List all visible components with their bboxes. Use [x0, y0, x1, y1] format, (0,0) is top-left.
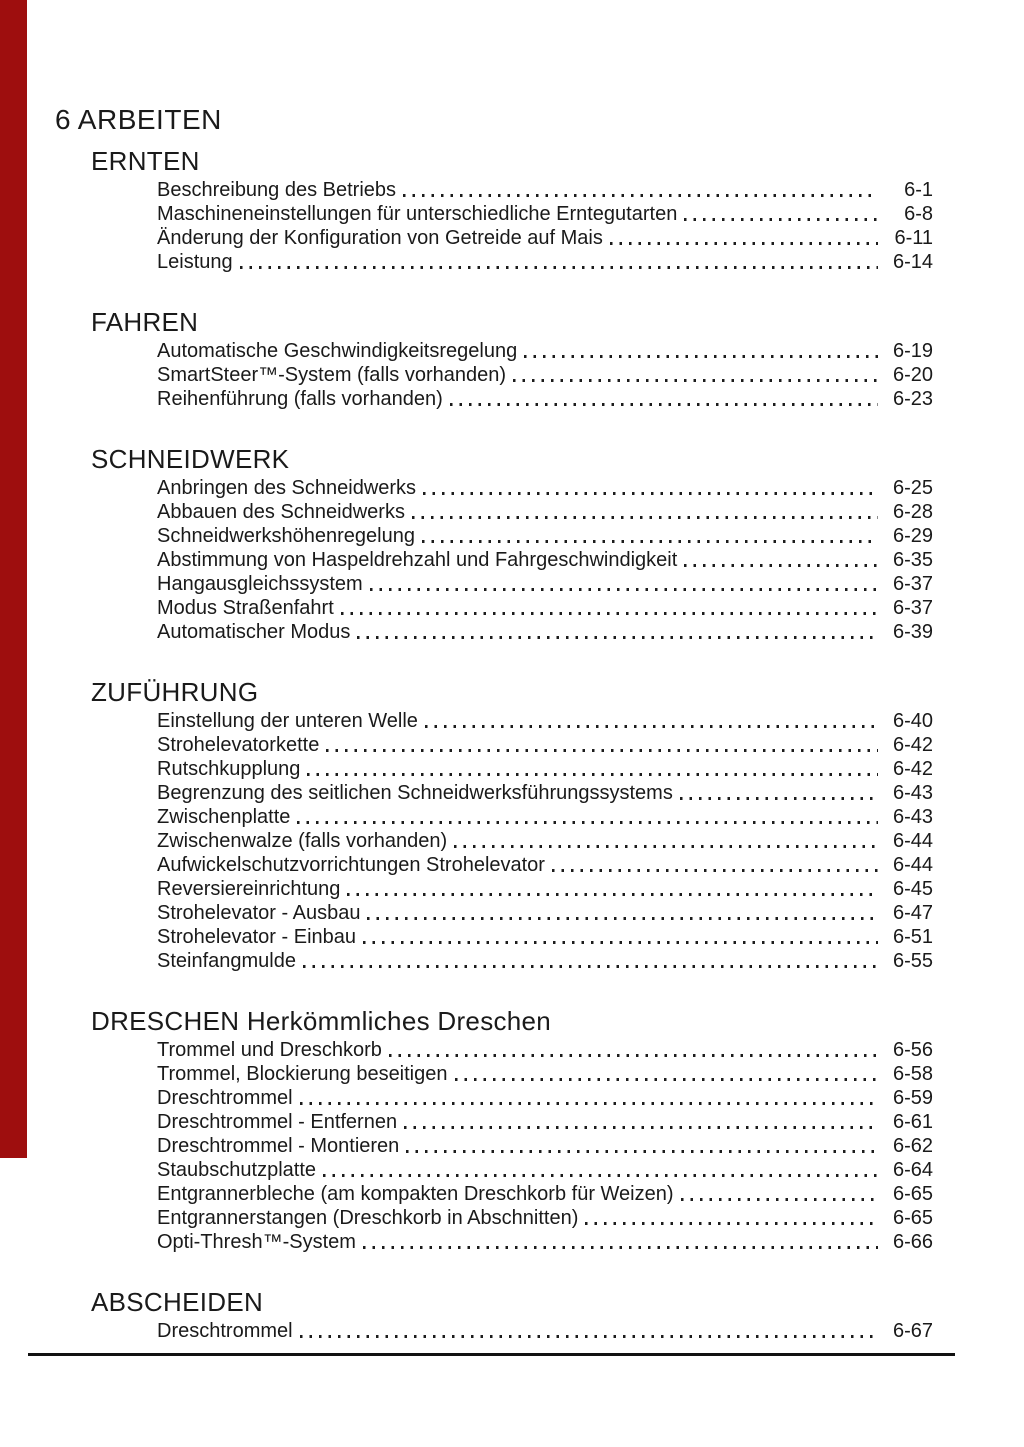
toc-entry-page: 6-20: [892, 364, 933, 386]
dot-leader: [423, 492, 878, 495]
toc-sections: [55, 146, 1024, 1343]
toc-entry-row: [157, 949, 933, 973]
toc-entry-page: 6-25: [892, 477, 933, 499]
toc-entry-row: [157, 476, 933, 500]
dot-leader: [363, 1246, 878, 1249]
dot-leader: [347, 893, 878, 896]
toc-entry-page: 6-42: [892, 758, 933, 780]
section-title: ABSCHEIDEN: [91, 1287, 264, 1317]
toc-entry-row: [157, 805, 933, 829]
toc-entry-label: Strohelevator - Ausbau: [157, 902, 361, 924]
toc-entry-page: 6-43: [892, 806, 933, 828]
toc-entry-page: 6-47: [892, 902, 933, 924]
toc-entry-row: [157, 757, 933, 781]
dot-leader: [300, 1102, 878, 1105]
toc-entry-label: Automatische Geschwindigkeitsregelung: [157, 340, 518, 362]
toc-entry-page: 6-37: [892, 597, 933, 619]
toc-entry-page: 6-44: [892, 854, 933, 876]
section-title: ERNTEN: [91, 146, 200, 176]
dot-leader: [425, 725, 878, 728]
toc-entry-row: [157, 1086, 933, 1110]
toc-entry-row: [157, 202, 933, 226]
toc-entry-row: [157, 781, 933, 805]
toc-entry-row: [157, 596, 933, 620]
toc-entry-label: Reversiereinrichtung: [157, 878, 341, 900]
toc-entry-label: Begrenzung des seitlichen Schneidwerksführungssystems: [157, 782, 673, 804]
toc-entry-row: [157, 363, 933, 387]
toc-section: [55, 146, 1024, 274]
toc-entry-row: [157, 1206, 933, 1230]
toc-entry-row: [157, 1110, 933, 1134]
dot-leader: [404, 1126, 878, 1129]
toc-entry-page: 6-44: [892, 830, 933, 852]
toc-entry-row: [157, 1038, 933, 1062]
toc-entry-label: Automatischer Modus: [157, 621, 351, 643]
toc-entry-label: Strohelevatorkette: [157, 734, 320, 756]
toc-entry-page: 6-28: [892, 501, 933, 523]
toc-entry-page: 6-65: [892, 1183, 933, 1205]
section-entries: [157, 1319, 933, 1343]
toc-entry-row: [157, 733, 933, 757]
section-entries: [157, 476, 933, 644]
toc-entry-label: Opti-Thresh™-System: [157, 1231, 356, 1253]
toc-entry-page: 6-1: [904, 179, 933, 201]
toc-entry-page: 6-35: [892, 549, 933, 571]
toc-entry-row: [157, 226, 933, 250]
toc-entry-label: Abbauen des Schneidwerks: [157, 501, 405, 523]
toc-entry-page: 6-42: [892, 734, 933, 756]
chapter-title: 6 ARBEITEN: [55, 104, 222, 135]
toc-entry-label: Aufwickelschutzvorrichtungen Strohelevator: [157, 854, 545, 876]
dot-leader: [681, 1198, 878, 1201]
toc-entry-label: Leistung: [157, 251, 233, 273]
toc-entry-row: [157, 901, 933, 925]
toc-section: [55, 1006, 1024, 1254]
toc-entry-label: Schneidwerkshöhenregelung: [157, 525, 415, 547]
dot-leader: [524, 355, 878, 358]
toc-entry-row: [157, 1158, 933, 1182]
toc-entry-row: [157, 548, 933, 572]
toc-entry-label: Zwischenwalze (falls vorhanden): [157, 830, 448, 852]
toc-entry-page: 6-55: [892, 950, 933, 972]
toc-entry-page: 6-45: [892, 878, 933, 900]
dot-leader: [303, 965, 878, 968]
dot-leader: [684, 564, 878, 567]
toc-entry-page: 6-19: [892, 340, 933, 362]
dot-leader: [341, 612, 878, 615]
toc-entry-row: [157, 387, 933, 411]
toc-entry-label: Entgrannerstangen (Dreschkorb in Abschnitten): [157, 1207, 579, 1229]
toc-entry-page: 6-59: [892, 1087, 933, 1109]
toc-entry-label: Strohelevator - Einbau: [157, 926, 357, 948]
toc-entry-label: Beschreibung des Betriebs: [157, 179, 397, 201]
dot-leader: [552, 869, 878, 872]
toc-entry-row: [157, 1230, 933, 1254]
dot-leader: [326, 749, 878, 752]
dot-leader: [450, 403, 878, 406]
toc-entry-page: 6-67: [892, 1320, 933, 1342]
toc-entry-page: 6-66: [892, 1231, 933, 1253]
toc-entry-page: 6-51: [892, 926, 933, 948]
section-title: DRESCHEN Herkömmliches Dreschen: [91, 1006, 552, 1036]
toc-entry-page: 6-14: [892, 251, 933, 273]
toc-entry-label: Dreschtrommel: [157, 1320, 293, 1342]
toc-entry-page: 6-62: [892, 1135, 933, 1157]
toc-section: [55, 307, 1024, 411]
footer-rule: [28, 1353, 955, 1356]
dot-leader: [513, 379, 878, 382]
dot-leader: [363, 941, 878, 944]
toc-entry-row: [157, 925, 933, 949]
dot-leader: [412, 516, 878, 519]
toc-entry-label: Trommel und Dreschkorb: [157, 1039, 382, 1061]
toc-entry-page: 6-65: [892, 1207, 933, 1229]
toc-entry-row: [157, 339, 933, 363]
toc-entry-page: 6-56: [892, 1039, 933, 1061]
toc-entry-page: 6-43: [892, 782, 933, 804]
dot-leader: [300, 1335, 878, 1338]
toc-section: [55, 444, 1024, 644]
toc-entry-label: Entgrannerbleche (am kompakten Dreschkorb für Weizen): [157, 1183, 674, 1205]
toc-entry-label: Maschineneinstellungen für unterschiedliche Erntegutarten: [157, 203, 678, 225]
toc-entry-label: Rutschkupplung: [157, 758, 301, 780]
toc-entry-row: [157, 178, 933, 202]
toc-entry-row: [157, 1182, 933, 1206]
toc-entry-page: 6-8: [904, 203, 933, 225]
toc-entry-label: Anbringen des Schneidwerks: [157, 477, 417, 499]
section-title: ZUFÜHRUNG: [91, 677, 259, 707]
toc-entry-row: [157, 709, 933, 733]
toc-entry-row: [157, 500, 933, 524]
toc-entry-label: Staubschutzplatte: [157, 1159, 316, 1181]
toc-entry-page: 6-29: [892, 525, 933, 547]
toc-entry-row: [157, 853, 933, 877]
toc-entry-row: [157, 1319, 933, 1343]
toc-entry-page: 6-64: [892, 1159, 933, 1181]
toc-entry-row: [157, 250, 933, 274]
dot-leader: [307, 773, 878, 776]
dot-leader: [406, 1150, 878, 1153]
dot-leader: [455, 1078, 879, 1081]
toc-entry-label: Dreschtrommel - Entfernen: [157, 1111, 398, 1133]
section-title: FAHREN: [91, 307, 199, 337]
dot-leader: [240, 266, 878, 269]
dot-leader: [389, 1054, 878, 1057]
toc-entry-label: Dreschtrommel: [157, 1087, 293, 1109]
toc-entry-page: 6-58: [892, 1063, 933, 1085]
toc-section: [55, 677, 1024, 973]
toc-entry-row: [157, 620, 933, 644]
section-entries: [157, 178, 933, 274]
toc-entry-row: [157, 524, 933, 548]
toc-entry-page: 6-61: [892, 1111, 933, 1133]
toc-entry-label: Änderung der Konfiguration von Getreide auf Mais: [157, 227, 603, 249]
dot-leader: [422, 540, 878, 543]
dot-leader: [585, 1222, 878, 1225]
dot-leader: [370, 588, 878, 591]
toc-entry-page: 6-40: [892, 710, 933, 732]
dot-leader: [297, 821, 878, 824]
toc-entry-label: Einstellung der unteren Welle: [157, 710, 418, 732]
toc-entry-row: [157, 829, 933, 853]
section-title: SCHNEIDWERK: [91, 444, 290, 474]
dot-leader: [680, 797, 878, 800]
toc-entry-label: Dreschtrommel - Montieren: [157, 1135, 400, 1157]
dot-leader: [684, 218, 878, 221]
dot-leader: [367, 917, 878, 920]
dot-leader: [403, 194, 878, 197]
toc-entry-page: 6-39: [892, 621, 933, 643]
dot-leader: [610, 242, 878, 245]
toc-entry-label: Zwischenplatte: [157, 806, 291, 828]
toc-entry-label: SmartSteer™-System (falls vorhanden): [157, 364, 507, 386]
toc-entry-row: [157, 1134, 933, 1158]
toc-entry-page: 6-11: [894, 227, 933, 249]
toc-entry-label: Modus Straßenfahrt: [157, 597, 334, 619]
section-entries: [157, 709, 933, 973]
toc-entry-label: Trommel, Blockierung beseitigen: [157, 1063, 448, 1085]
dot-leader: [454, 845, 878, 848]
toc-entry-label: Steinfangmulde: [157, 950, 296, 972]
toc-entry-page: 6-23: [892, 388, 933, 410]
toc-entry-label: Reihenführung (falls vorhanden): [157, 388, 443, 410]
toc-entry-label: Hangausgleichssystem: [157, 573, 363, 595]
toc-entry-label: Abstimmung von Haspeldrehzahl und Fahrgeschwindigkeit: [157, 549, 678, 571]
dot-leader: [323, 1174, 878, 1177]
toc-entry-row: [157, 1062, 933, 1086]
section-entries: [157, 1038, 933, 1254]
toc-entry-row: [157, 877, 933, 901]
section-entries: [157, 339, 933, 411]
toc-entry-row: [157, 572, 933, 596]
dot-leader: [357, 636, 878, 639]
toc-section: [55, 1287, 1024, 1343]
toc-entry-page: 6-37: [892, 573, 933, 595]
